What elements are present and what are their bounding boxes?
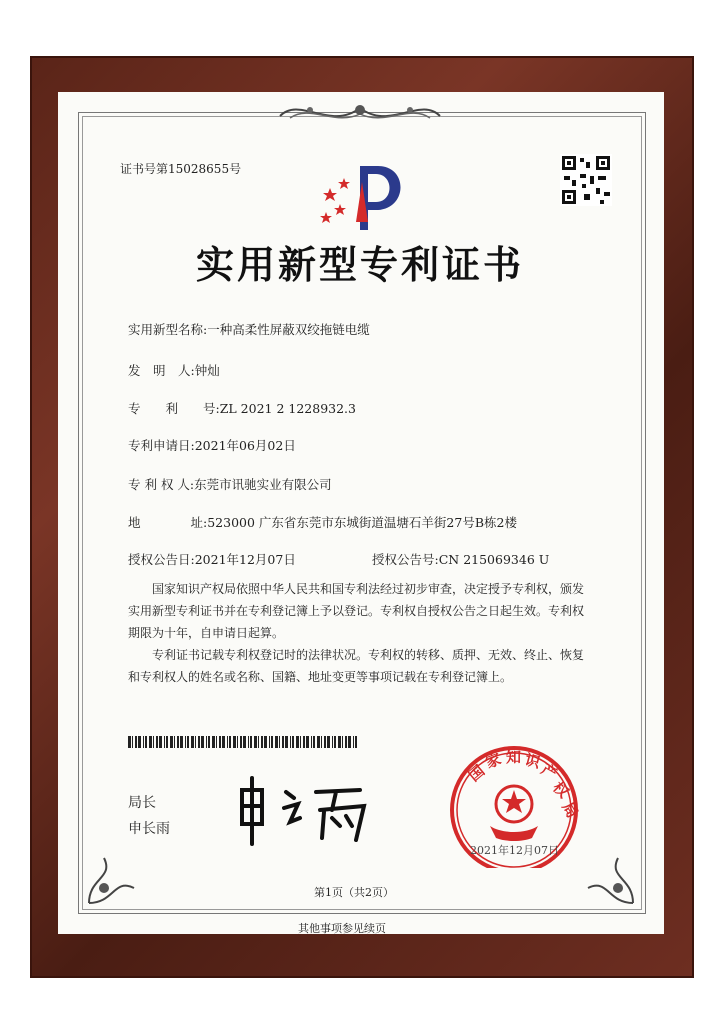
- field-inventor: [128, 361, 220, 379]
- barcode-bar: [229, 736, 231, 748]
- footer-note: 其他事项参见续页: [298, 922, 386, 935]
- barcode-bar: [222, 736, 225, 748]
- barcode-bar: [321, 736, 322, 748]
- barcode-bar: [153, 736, 154, 748]
- field-value: 钟灿: [194, 363, 220, 378]
- svg-text:局: 局: [558, 799, 582, 822]
- field-label: 专 利 权 人:: [128, 477, 195, 492]
- barcode-bar: [243, 736, 246, 748]
- barcode-bar: [195, 736, 196, 748]
- barcode-bar: [237, 736, 238, 748]
- field-label: 授权公告号:: [372, 552, 439, 567]
- field-label: 发 明 人:: [128, 363, 195, 378]
- barcode-bar: [271, 736, 273, 748]
- field-patentee: [128, 475, 332, 493]
- svg-text:识: 识: [522, 750, 543, 772]
- barcode-bar: [201, 736, 204, 748]
- barcode-bar: [208, 736, 210, 748]
- barcode-bar: [258, 736, 259, 748]
- barcode-bar: [191, 736, 194, 748]
- field-label: 地 址:: [128, 515, 208, 530]
- svg-text:知: 知: [506, 748, 522, 766]
- barcode-bar: [159, 736, 162, 748]
- barcode-bar: [138, 736, 141, 748]
- barcode-bar: [177, 736, 179, 748]
- barcode-bar: [327, 736, 330, 748]
- grant-paragraph: 国家知识产权局依照中华人民共和国专利法经过初步审查，决定授予专利权，颁发实用新型专利证书并在专利登记簿上予以登记。专利权自授权公告之日起生效。专利权期限为十年，自申请日起算。: [128, 582, 585, 640]
- barcode-bar: [164, 736, 165, 748]
- barcode-bar: [300, 736, 301, 748]
- field-value: 2021年12月07日: [194, 552, 296, 567]
- field-value: 一种高柔性屏蔽双绞拖链电缆: [207, 322, 370, 337]
- field-value: 523000 广东省东莞市东城街道温塘石羊街27号B栋2楼: [207, 515, 517, 530]
- barcode-bar: [338, 736, 341, 748]
- barcode-bar: [254, 736, 257, 748]
- barcode-bar: [240, 736, 242, 748]
- barcode-bar: [250, 736, 252, 748]
- barcode-bar: [219, 736, 221, 748]
- barcode-bar: [353, 736, 354, 748]
- director-title: 局长: [128, 795, 156, 811]
- barcode-bar: [174, 736, 175, 748]
- director-name: 申长雨: [128, 821, 170, 837]
- barcode-bar: [311, 736, 312, 748]
- barcode-bar: [285, 736, 288, 748]
- barcode-bar: [149, 736, 152, 748]
- field-label: 实用新型名称:: [128, 322, 208, 337]
- barcode-bar: [227, 736, 228, 748]
- field-address: [128, 513, 517, 531]
- qr-code-icon: [560, 154, 612, 206]
- barcode-bar: [166, 736, 168, 748]
- certificate-number: 证书号第15028655号: [120, 162, 242, 176]
- barcode-bar: [269, 736, 270, 748]
- barcode-bar: [132, 736, 133, 748]
- barcode-bar: [185, 736, 186, 748]
- barcode-bar: [264, 736, 267, 748]
- barcode-bar: [313, 736, 315, 748]
- barcode-bar: [248, 736, 249, 748]
- svg-text:家: 家: [483, 749, 504, 772]
- barcode-bar: [233, 736, 236, 748]
- barcode-bar: [145, 736, 147, 748]
- certificate-title: 实用新型专利证书: [195, 243, 524, 287]
- barcode-bar: [275, 736, 278, 748]
- field-value: CN 215069346 U: [438, 552, 550, 567]
- barcode-bar: [282, 736, 284, 748]
- field-name: [128, 320, 370, 338]
- barcode-bar: [290, 736, 291, 748]
- barcode-bar: [324, 736, 326, 748]
- barcode-bar: [317, 736, 320, 748]
- barcode-bar: [279, 736, 280, 748]
- barcode-bar: [355, 736, 357, 748]
- field-label: 授权公告日:: [128, 552, 195, 567]
- barcode-bar: [334, 736, 336, 748]
- barcode-bar: [212, 736, 215, 748]
- barcode-bar: [206, 736, 207, 748]
- director-signature: [228, 770, 378, 850]
- barcode-bar: [303, 736, 305, 748]
- field-value: 2021年06月02日: [194, 438, 296, 453]
- top-ornament: [270, 96, 450, 136]
- svg-text:产: 产: [538, 759, 561, 783]
- field-value: 东莞市讯驰实业有限公司: [194, 477, 332, 492]
- barcode-bar: [180, 736, 183, 748]
- barcode-bar: [198, 736, 200, 748]
- barcode-bar: [156, 736, 158, 748]
- field-label: 专 利 号:: [128, 401, 220, 416]
- field-value: ZL 2021 2 1228932.3: [219, 401, 356, 416]
- patent-logo-icon: [316, 160, 412, 232]
- barcode-bar: [128, 736, 131, 748]
- barcode-bar: [345, 736, 347, 748]
- field-patent-no: [128, 399, 356, 417]
- barcode-bar: [292, 736, 294, 748]
- seal-date: 2021年12月07日: [470, 844, 559, 857]
- field-grant-no: [372, 550, 549, 568]
- legal-status-paragraph: 专利证书记载专利权登记时的法律状况。专利权的转移、质押、无效、终止、恢复和专利权人的姓名或名称、国籍、地址变更等事项记载在专利登记簿上。: [128, 648, 585, 684]
- barcode-bar: [342, 736, 343, 748]
- barcode-bar: [216, 736, 217, 748]
- official-seal-icon: [424, 738, 604, 868]
- barcode-icon: [128, 736, 360, 748]
- barcode-bar: [332, 736, 333, 748]
- field-filing-date: [128, 436, 296, 454]
- barcode-bar: [296, 736, 299, 748]
- svg-text:权: 权: [549, 778, 573, 802]
- barcode-bar: [170, 736, 173, 748]
- barcode-bar: [135, 736, 137, 748]
- barcode-bar: [261, 736, 263, 748]
- field-grant-date: [128, 550, 296, 568]
- svg-text:国: 国: [465, 761, 489, 786]
- page-indicator: 第1页（共2页）: [314, 886, 394, 899]
- field-label: 专利申请日:: [128, 438, 195, 453]
- corner-ornament-left: [84, 848, 144, 908]
- barcode-bar: [348, 736, 351, 748]
- barcode-bar: [187, 736, 189, 748]
- barcode-bar: [143, 736, 144, 748]
- barcode-bar: [306, 736, 309, 748]
